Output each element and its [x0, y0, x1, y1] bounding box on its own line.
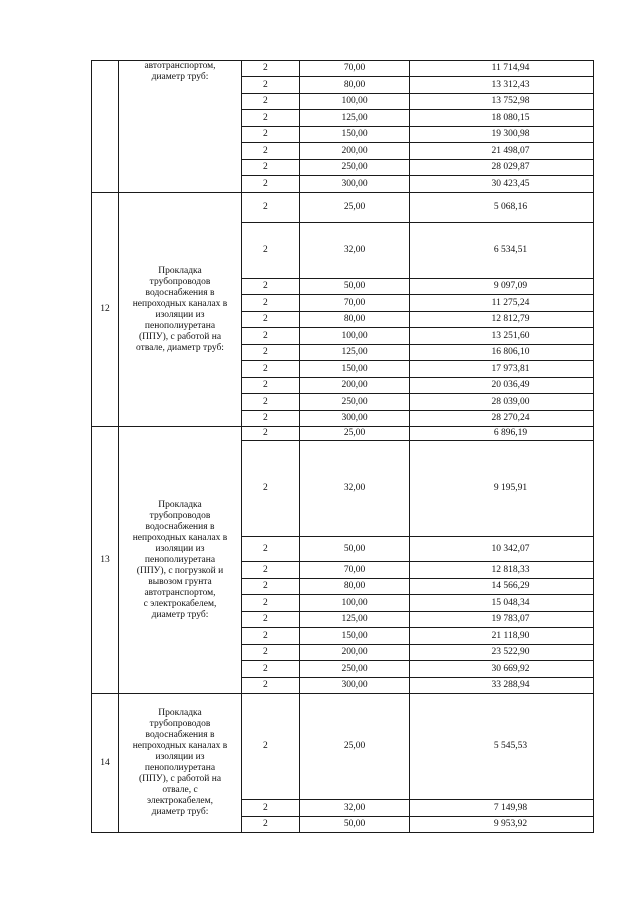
pipe-diameter: 200,00 [300, 378, 410, 394]
work-description: Прокладка трубопроводов водоснабжения в непроходных каналах в изоляции из пенополиуретана (ППУ), с работой на отвале, диаметр труб: [119, 193, 242, 427]
tariff-table [91, 60, 594, 833]
pipe-count: 2 [242, 295, 300, 312]
pipe-diameter: 250,00 [300, 160, 410, 176]
price-value: 19 300,98 [410, 127, 594, 143]
pipe-count: 2 [242, 328, 300, 345]
price-value: 11 275,24 [410, 295, 594, 312]
price-value: 11 714,94 [410, 61, 594, 77]
price-value: 9 195,91 [410, 441, 594, 537]
pipe-count: 2 [242, 345, 300, 361]
pipe-count: 2 [242, 411, 300, 427]
table-row [92, 193, 594, 223]
work-description: Прокладка трубопроводов водоснабжения в непроходных каналах в изоляции из пенополиуретана (ППУ), с погрузкой и вывозом грунта автотранспортом, с электрокабелем, диаметр труб: [119, 427, 242, 694]
pipe-diameter: 50,00 [300, 817, 410, 833]
pipe-count: 2 [242, 562, 300, 579]
pipe-diameter: 125,00 [300, 345, 410, 361]
work-description: Прокладка трубопроводов водоснабжения в непроходных каналах в изоляции из пенополиуретана (ППУ), с работой на отвале, с электрокабелем, диаметр труб: [119, 694, 242, 833]
item-number: 13 [92, 427, 119, 694]
pipe-count: 2 [242, 628, 300, 645]
pipe-diameter: 50,00 [300, 537, 410, 562]
price-value: 13 312,43 [410, 77, 594, 94]
pipe-count: 2 [242, 427, 300, 441]
pipe-count: 2 [242, 394, 300, 411]
price-value: 16 806,10 [410, 345, 594, 361]
price-value: 7 149,98 [410, 800, 594, 817]
pipe-diameter: 300,00 [300, 411, 410, 427]
pipe-count: 2 [242, 160, 300, 176]
pipe-diameter: 80,00 [300, 579, 410, 595]
pipe-diameter: 150,00 [300, 628, 410, 645]
pipe-count: 2 [242, 143, 300, 160]
price-value: 17 973,81 [410, 361, 594, 378]
pipe-diameter: 80,00 [300, 312, 410, 328]
price-value: 23 522,90 [410, 645, 594, 661]
price-value: 14 566,29 [410, 579, 594, 595]
price-value: 28 029,87 [410, 160, 594, 176]
pipe-diameter: 200,00 [300, 143, 410, 160]
pipe-count: 2 [242, 61, 300, 77]
pipe-diameter: 250,00 [300, 661, 410, 678]
pipe-diameter: 100,00 [300, 328, 410, 345]
price-value: 9 953,92 [410, 817, 594, 833]
price-value: 28 270,24 [410, 411, 594, 427]
price-value: 9 097,09 [410, 279, 594, 295]
pipe-count: 2 [242, 645, 300, 661]
pipe-diameter: 70,00 [300, 61, 410, 77]
pipe-diameter: 100,00 [300, 94, 410, 110]
item-number [92, 61, 119, 193]
table-row [92, 427, 594, 441]
pipe-diameter: 25,00 [300, 193, 410, 223]
pipe-diameter: 150,00 [300, 361, 410, 378]
pipe-diameter: 32,00 [300, 441, 410, 537]
pipe-diameter: 70,00 [300, 295, 410, 312]
table-row [92, 694, 594, 800]
pipe-count: 2 [242, 193, 300, 223]
pipe-count: 2 [242, 537, 300, 562]
price-value: 6 896,19 [410, 427, 594, 441]
price-value: 28 039,00 [410, 394, 594, 411]
pipe-count: 2 [242, 223, 300, 279]
pipe-diameter: 25,00 [300, 427, 410, 441]
price-value: 20 036,49 [410, 378, 594, 394]
pipe-count: 2 [242, 378, 300, 394]
pipe-diameter: 25,00 [300, 694, 410, 800]
pipe-count: 2 [242, 110, 300, 127]
pipe-count: 2 [242, 579, 300, 595]
price-value: 12 812,79 [410, 312, 594, 328]
price-value: 13 752,98 [410, 94, 594, 110]
price-value: 10 342,07 [410, 537, 594, 562]
price-value: 5 545,53 [410, 694, 594, 800]
table-row [92, 61, 594, 77]
pipe-count: 2 [242, 176, 300, 193]
pipe-count: 2 [242, 800, 300, 817]
pipe-count: 2 [242, 694, 300, 800]
price-value: 21 498,07 [410, 143, 594, 160]
pipe-diameter: 80,00 [300, 77, 410, 94]
pipe-count: 2 [242, 361, 300, 378]
pipe-diameter: 125,00 [300, 612, 410, 628]
pipe-count: 2 [242, 312, 300, 328]
pipe-diameter: 250,00 [300, 394, 410, 411]
pipe-count: 2 [242, 612, 300, 628]
pipe-count: 2 [242, 817, 300, 833]
price-value: 33 288,94 [410, 678, 594, 694]
pipe-diameter: 300,00 [300, 176, 410, 193]
pipe-diameter: 200,00 [300, 645, 410, 661]
pipe-count: 2 [242, 661, 300, 678]
pipe-count: 2 [242, 94, 300, 110]
price-value: 30 423,45 [410, 176, 594, 193]
pipe-count: 2 [242, 678, 300, 694]
item-number: 12 [92, 193, 119, 427]
pipe-count: 2 [242, 77, 300, 94]
pipe-diameter: 125,00 [300, 110, 410, 127]
price-value: 19 783,07 [410, 612, 594, 628]
pipe-diameter: 32,00 [300, 223, 410, 279]
pipe-diameter: 150,00 [300, 127, 410, 143]
pipe-diameter: 100,00 [300, 595, 410, 612]
price-value: 12 818,33 [410, 562, 594, 579]
price-value: 13 251,60 [410, 328, 594, 345]
price-value: 21 118,90 [410, 628, 594, 645]
pipe-count: 2 [242, 127, 300, 143]
work-description: автотранспортом, диаметр труб: [119, 61, 242, 193]
price-value: 30 669,92 [410, 661, 594, 678]
pipe-count: 2 [242, 279, 300, 295]
pipe-diameter: 70,00 [300, 562, 410, 579]
price-value: 6 534,51 [410, 223, 594, 279]
pipe-diameter: 50,00 [300, 279, 410, 295]
item-number: 14 [92, 694, 119, 833]
price-value: 18 080,15 [410, 110, 594, 127]
pipe-count: 2 [242, 595, 300, 612]
pipe-diameter: 32,00 [300, 800, 410, 817]
pipe-diameter: 300,00 [300, 678, 410, 694]
price-value: 15 048,34 [410, 595, 594, 612]
price-value: 5 068,16 [410, 193, 594, 223]
pipe-count: 2 [242, 441, 300, 537]
